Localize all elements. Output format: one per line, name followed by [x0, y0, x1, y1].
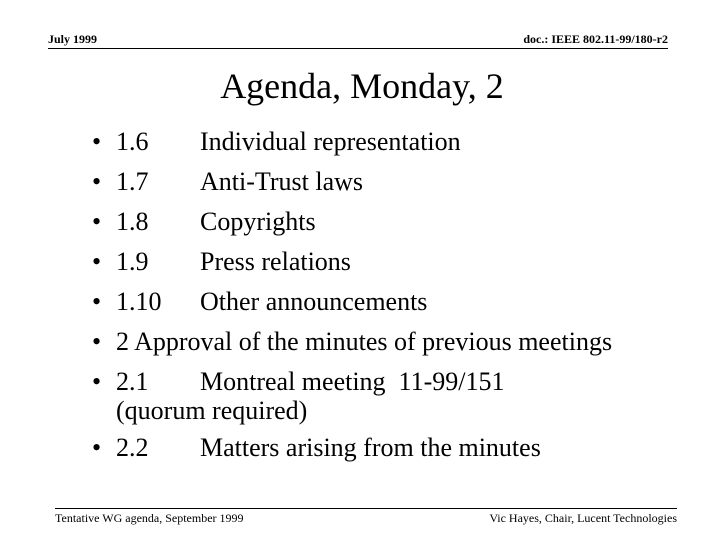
bullet-icon: •: [92, 367, 102, 396]
header-date: July 1999: [48, 32, 98, 46]
slide-header: [48, 30, 668, 49]
header-doc-id: doc.: IEEE 802.11-99/180-r2: [523, 32, 668, 46]
item-text: Other announcements: [200, 287, 428, 316]
item-number: 1.9: [116, 247, 149, 276]
item-number: 1.8: [116, 207, 149, 236]
item-number: 1.10: [116, 287, 162, 316]
bullet-icon: •: [92, 127, 102, 156]
list-item: [92, 122, 612, 162]
list-item: [92, 282, 612, 322]
item-text: 2 Approval of the minutes of previous meetings: [116, 327, 613, 356]
item-number: 1.7: [116, 167, 149, 196]
bullet-icon: •: [92, 287, 102, 316]
list-item: [92, 322, 612, 362]
item-text: Individual representation: [200, 127, 461, 156]
list-item: [92, 362, 612, 428]
item-number: 2.2: [116, 433, 149, 462]
list-item: [92, 428, 612, 468]
agenda-list: [92, 122, 612, 468]
item-text: Matters arising from the minutes: [200, 433, 541, 462]
slide-footer: [55, 508, 677, 531]
item-continuation: (quorum required): [116, 396, 308, 425]
list-item: [92, 202, 612, 242]
item-text: Copyrights: [200, 207, 316, 236]
footer-right: Vic Hayes, Chair, Lucent Technologies: [489, 511, 677, 525]
slide-title: Agenda, Monday, 2: [220, 66, 504, 106]
list-item: [92, 242, 612, 282]
item-number: 2.1: [116, 367, 149, 396]
bullet-icon: •: [92, 207, 102, 236]
item-text: Press relations: [200, 247, 351, 276]
item-number: 1.6: [116, 127, 149, 156]
bullet-icon: •: [92, 247, 102, 276]
bullet-icon: •: [92, 327, 102, 356]
bullet-icon: •: [92, 167, 102, 196]
item-text: Anti-Trust laws: [200, 167, 364, 196]
footer-left: Tentative WG agenda, September 1999: [55, 511, 244, 525]
item-text: Montreal meeting 11-99/151: [200, 367, 505, 396]
list-item: [92, 162, 612, 202]
bullet-icon: •: [92, 433, 102, 462]
